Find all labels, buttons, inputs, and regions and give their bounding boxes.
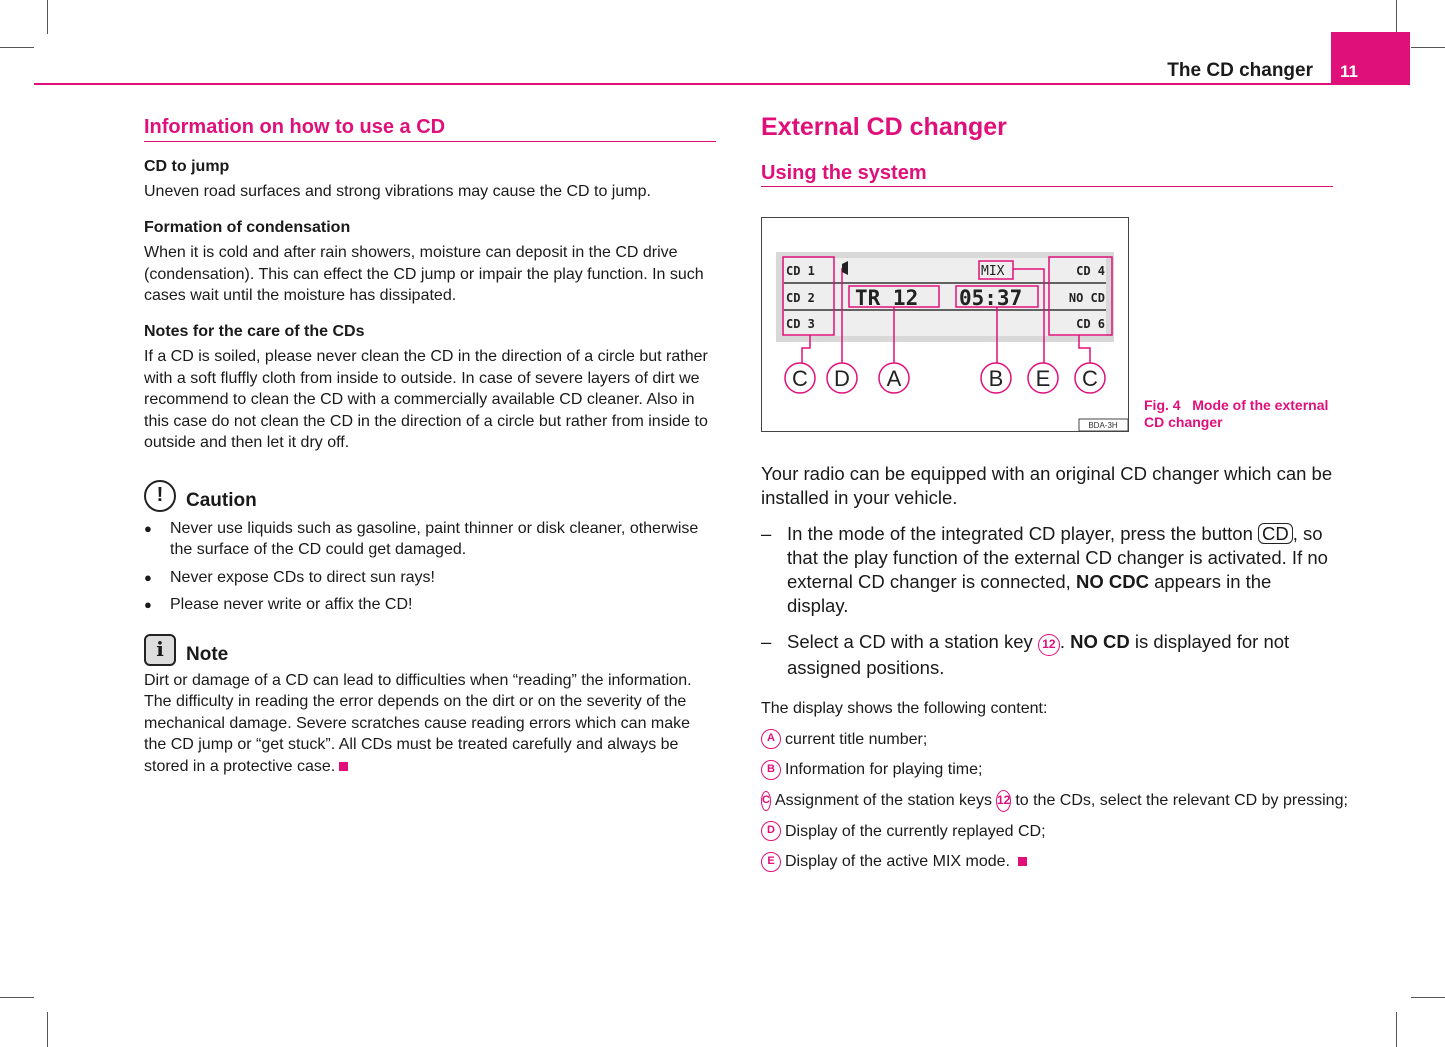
figure-caption (1144, 397, 1334, 431)
list-item: ● Never use liquids such as gasoline, paint thinner or disk cleaner, otherwise the surface of the CD could get damaged. (144, 518, 716, 561)
left-column (144, 117, 716, 777)
legend-item (761, 729, 1333, 751)
subheading: Notes for the care of the CDs (144, 322, 365, 340)
legend-text: current title number; (785, 730, 928, 748)
legend-text: Display of the currently replayed CD; (785, 822, 1046, 840)
legend-item (761, 821, 1333, 843)
crop-mark (1396, 0, 1397, 34)
display-cd4: CD 4 (1076, 264, 1105, 278)
step-text: is displayed for not assigned positions. (787, 631, 1290, 678)
section-title: Using the system (761, 163, 1333, 188)
intro-paragraph: Your radio can be equipped with an original CD changer which can be installed in your vehicle. (761, 463, 1333, 508)
crop-mark (1411, 997, 1445, 998)
callout-e: E (1035, 366, 1051, 391)
cd-button-key: CD (1258, 523, 1293, 544)
callout-c-icon: C (761, 791, 771, 811)
caution-title: Caution (186, 490, 257, 511)
callout-b: B (988, 366, 1004, 391)
crop-mark (0, 997, 34, 998)
step-text: In the mode of the integrated CD player, press the button (787, 523, 1259, 544)
crop-mark (47, 0, 48, 34)
callout-a-icon: A (761, 729, 781, 749)
legend-text: Display of the active MIX mode. (785, 853, 1010, 870)
header-rule (34, 83, 1410, 85)
display-cd2: CD 2 (786, 291, 815, 305)
figure (761, 217, 1333, 432)
display-intro: The display shows the following content: (761, 700, 1048, 717)
figure-code: BDA-3H (1088, 421, 1118, 430)
display-cd3: CD 3 (786, 317, 815, 331)
end-mark-icon (339, 762, 348, 771)
callout-d: D (834, 366, 850, 391)
station-key-ref: 12 (1038, 634, 1060, 656)
figure-number: Fig. 4 (1144, 397, 1181, 413)
page-number: 11 (1331, 32, 1410, 85)
display-nocd: NO CD (1068, 291, 1105, 305)
paragraph: When it is cold and after rain showers, moisture can deposit in the CD drive (condensation). This can effect the CD jump or impair the play function. In such cases wait until the moisture has dissipated. (144, 244, 704, 304)
note-header (144, 634, 716, 666)
display-cd6: CD 6 (1076, 317, 1105, 331)
step-text: , so that the play function of the external CD changer is activated. If no external CD changer is connected, (787, 523, 1328, 592)
info-icon: i (144, 634, 176, 666)
list-item: ● Never expose CDs to direct sun rays! (144, 567, 716, 589)
chapter-title: External CD changer (761, 113, 1007, 141)
paragraph: If a CD is soiled, please never clean the CD in the direction of a circle but rather with a soft fluffly cloth from inside to outside. In case of severe layers of dirt we recommend to clean the CD with a commercially available CD cleaner. Also in this case do not clean the CD in the direction of a circle but rather from inside to outside and then let it dry off. (144, 348, 708, 451)
note-text (144, 670, 716, 778)
note-body: Dirt or damage of a CD can lead to difficulties when “reading” the information. The difficulty in reading the error depends on the dirt or on the severity of the mechanical damage. Severe scratches cause reading errors which can make the CD jump or “get stuck”. All CDs must be treated carefully and always be stored in a protective case. (144, 671, 692, 775)
callout-a: A (886, 366, 902, 391)
crop-mark (47, 1012, 48, 1047)
display-time: 05:37 (959, 286, 1023, 310)
legend-item (761, 851, 1333, 873)
figure-frame (761, 217, 1129, 432)
step-text: Select a CD with a station key (787, 631, 1038, 652)
subheading: Formation of condensation (144, 218, 351, 236)
note-title: Note (186, 644, 229, 665)
display-cd1: CD 1 (786, 264, 815, 278)
section-title: Information on how to use a CD (144, 117, 716, 142)
caption-text: Mode of the external CD changer (1144, 397, 1329, 430)
step-bold: NO CDC (1075, 571, 1149, 592)
crop-mark (1396, 1012, 1397, 1047)
callout-c: C (792, 366, 808, 391)
caution-header (144, 480, 716, 512)
display-mix: MIX (981, 264, 1005, 279)
callout-d-icon: D (761, 821, 781, 841)
callout-e-icon: E (761, 852, 781, 872)
cd-changer-display-diagram (762, 218, 1128, 431)
running-title: The CD changer (1167, 60, 1313, 81)
crop-mark (0, 47, 34, 48)
legend-text: to the CDs, select the relevant CD by pressing; (1015, 791, 1348, 809)
step (761, 630, 1333, 680)
paragraph: Uneven road surfaces and strong vibrations may cause the CD to jump. (144, 183, 651, 200)
subheading: CD to jump (144, 157, 230, 175)
legend-item (761, 759, 1333, 781)
step (761, 522, 1333, 618)
legend-item (761, 790, 1348, 812)
legend-text: Assignment of the station keys (774, 791, 992, 809)
step-text: appears in the display. (787, 571, 1272, 616)
step-text: . (1059, 631, 1071, 652)
step-bold: NO CD (1070, 631, 1130, 652)
end-mark-icon (1018, 857, 1027, 866)
list-item: ● Please never write or affix the CD! (144, 594, 716, 616)
callout-b-icon: B (761, 760, 781, 780)
display-track: TR 12 (855, 286, 919, 310)
legend-text: Information for playing time; (785, 761, 983, 778)
crop-mark (1411, 47, 1445, 48)
right-column (761, 113, 1348, 873)
caution-list (144, 518, 716, 616)
station-key-ref: 12 (996, 790, 1011, 812)
callout-c: C (1082, 366, 1098, 391)
caution-icon: ! (144, 480, 176, 512)
